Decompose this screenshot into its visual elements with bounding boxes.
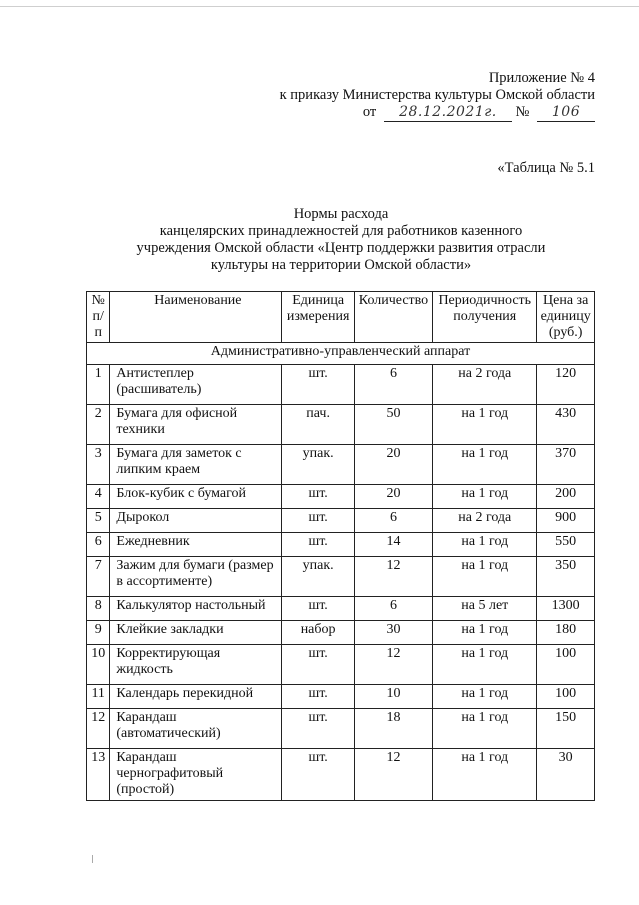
cell-period: на 1 год (433, 709, 537, 749)
cell-name: Дырокол (110, 509, 282, 533)
cell-num: 6 (87, 533, 110, 557)
col-header-price: Цена за единицу (руб.) (537, 292, 595, 343)
table-row (87, 557, 595, 597)
col-header-qty: Количество (354, 292, 432, 343)
handwritten-date: 28.12.2021г. (399, 104, 497, 120)
cell-name: Бумага для офисной техники (110, 405, 282, 445)
date-field (384, 104, 512, 122)
title-line: учреждения Омской области «Центр поддержки развития отрасли (136, 240, 546, 256)
cell-period: на 1 год (433, 621, 537, 645)
cell-price: 100 (537, 685, 595, 709)
table-reference: «Таблица № 5.1 (497, 160, 595, 176)
norms-table (86, 291, 595, 801)
cell-unit: шт. (282, 533, 354, 557)
cell-name: Блок-кубик с бумагой (110, 485, 282, 509)
top-edge-line (0, 6, 639, 7)
appendix-label: Приложение № 4 (488, 70, 595, 86)
cell-name: Бумага для заметок с липким краем (110, 445, 282, 485)
cell-unit: шт. (282, 709, 354, 749)
table-row (87, 621, 595, 645)
col-header-num: № п/п (87, 292, 110, 343)
table-row (87, 597, 595, 621)
cell-price: 370 (537, 445, 595, 485)
cell-num: 9 (87, 621, 110, 645)
cell-name: Калькулятор настольный (110, 597, 282, 621)
cell-num: 3 (87, 445, 110, 485)
cell-name: Карандаш чернографитовый (простой) (110, 749, 282, 801)
cell-price: 150 (537, 709, 595, 749)
cell-qty: 30 (354, 621, 432, 645)
cell-qty: 20 (354, 445, 432, 485)
cell-qty: 6 (354, 365, 432, 405)
cell-unit: шт. (282, 749, 354, 801)
cell-period: на 5 лет (433, 597, 537, 621)
cell-num: 10 (87, 645, 110, 685)
cell-qty: 6 (354, 509, 432, 533)
number-field (537, 104, 595, 122)
cell-price: 100 (537, 645, 595, 685)
cell-qty: 20 (354, 485, 432, 509)
cell-num: 5 (87, 509, 110, 533)
table-row (87, 685, 595, 709)
cell-unit: шт. (282, 597, 354, 621)
cell-unit: шт. (282, 485, 354, 509)
cell-name: Клейкие закладки (110, 621, 282, 645)
cell-unit: шт. (282, 365, 354, 405)
col-header-unit: Единица измерения (282, 292, 354, 343)
cell-qty: 18 (354, 709, 432, 749)
cell-price: 430 (537, 405, 595, 445)
from-label: от (362, 104, 377, 120)
title-line: культуры на территории Омской области» (210, 257, 472, 273)
cell-price: 550 (537, 533, 595, 557)
table-row (87, 533, 595, 557)
section-title: Административно-управленческий аппарат (87, 343, 595, 365)
scan-mark (92, 855, 93, 863)
cell-qty: 14 (354, 533, 432, 557)
table-row (87, 709, 595, 749)
cell-unit: шт. (282, 685, 354, 709)
cell-num: 8 (87, 597, 110, 621)
cell-qty: 12 (354, 557, 432, 597)
cell-qty: 12 (354, 749, 432, 801)
order-line: к приказу Министерства культуры Омской области (279, 87, 595, 103)
cell-price: 900 (537, 509, 595, 533)
cell-price: 350 (537, 557, 595, 597)
cell-unit: пач. (282, 405, 354, 445)
cell-unit: шт. (282, 509, 354, 533)
col-header-period: Периодичность получения (433, 292, 537, 343)
title-line: Нормы расхода (293, 206, 389, 222)
cell-period: на 1 год (433, 533, 537, 557)
cell-num: 11 (87, 685, 110, 709)
cell-period: на 1 год (433, 749, 537, 801)
cell-qty: 50 (354, 405, 432, 445)
cell-num: 13 (87, 749, 110, 801)
cell-period: на 1 год (433, 485, 537, 509)
cell-num: 1 (87, 365, 110, 405)
document-title (86, 206, 596, 274)
cell-price: 120 (537, 365, 595, 405)
col-header-name: Наименование (110, 292, 282, 343)
cell-unit: упак. (282, 557, 354, 597)
order-date-number (280, 104, 595, 122)
table-row (87, 509, 595, 533)
cell-num: 7 (87, 557, 110, 597)
cell-price: 1300 (537, 597, 595, 621)
cell-period: на 1 год (433, 685, 537, 709)
cell-unit: шт. (282, 645, 354, 685)
number-label: № (515, 104, 530, 120)
cell-qty: 6 (354, 597, 432, 621)
cell-qty: 10 (354, 685, 432, 709)
document-header (280, 70, 595, 122)
title-line: канцелярских принадлежностей для работников казенного (159, 223, 523, 239)
cell-num: 2 (87, 405, 110, 445)
cell-name: Зажим для бумаги (размер в ассортименте) (110, 557, 282, 597)
cell-unit: набор (282, 621, 354, 645)
cell-period: на 2 года (433, 365, 537, 405)
cell-qty: 12 (354, 645, 432, 685)
cell-period: на 1 год (433, 557, 537, 597)
table-row (87, 749, 595, 801)
cell-name: Карандаш (автоматический) (110, 709, 282, 749)
table-header-row (87, 292, 595, 343)
cell-period: на 1 год (433, 405, 537, 445)
cell-price: 180 (537, 621, 595, 645)
table-row (87, 645, 595, 685)
table-row (87, 405, 595, 445)
table-row (87, 485, 595, 509)
table-row (87, 365, 595, 405)
cell-name: Корректирующая жидкость (110, 645, 282, 685)
cell-unit: упак. (282, 445, 354, 485)
cell-name: Календарь перекидной (110, 685, 282, 709)
cell-price: 30 (537, 749, 595, 801)
cell-price: 200 (537, 485, 595, 509)
table-row (87, 445, 595, 485)
handwritten-number: 106 (551, 104, 581, 120)
cell-period: на 1 год (433, 645, 537, 685)
cell-period: на 1 год (433, 445, 537, 485)
section-row (87, 343, 595, 365)
cell-name: Ежедневник (110, 533, 282, 557)
cell-num: 4 (87, 485, 110, 509)
cell-name: Антистеплер (расшиватель) (110, 365, 282, 405)
cell-period: на 2 года (433, 509, 537, 533)
cell-num: 12 (87, 709, 110, 749)
